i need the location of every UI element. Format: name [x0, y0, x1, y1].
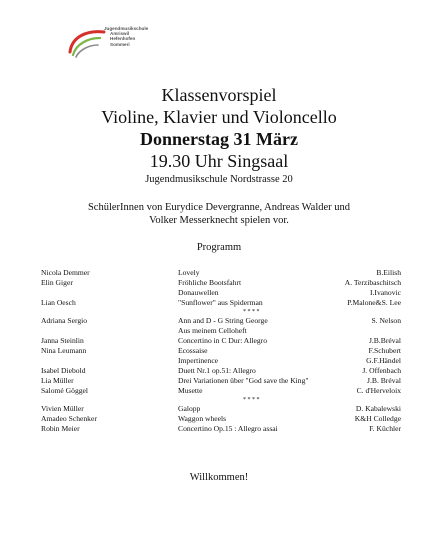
- composer-name: S. Nelson: [371, 316, 401, 325]
- program-row: [41, 424, 401, 434]
- composer-name: J.B.Bréval: [368, 336, 401, 345]
- event-date: Donnerstag 31 März: [140, 129, 298, 149]
- program-row: [41, 356, 401, 366]
- composer-name: D. Kabalewski: [355, 404, 401, 413]
- program-row: [41, 404, 401, 414]
- composer-name: J.B. Bréval: [367, 376, 401, 385]
- logo-text: [104, 26, 148, 47]
- composer-name: P.Malone&S. Lee: [347, 298, 401, 307]
- performer-name: Nina Leumann: [41, 346, 87, 355]
- composer-name: F.Schubert: [368, 346, 401, 355]
- composer-name: K&H Colledge: [354, 414, 401, 423]
- composer-name: C. d'Herveloix: [356, 386, 401, 395]
- performer-name: Isabel Diebold: [41, 366, 86, 375]
- page-title: Klassenvorspiel: [161, 85, 277, 105]
- performer-name: Lian Oesch: [41, 298, 76, 307]
- piece-title: Fröhliche Bootsfahrt: [178, 278, 242, 287]
- program-row: [41, 336, 401, 346]
- performer-name: Salomé Göggel: [41, 386, 89, 395]
- program-separator: [41, 396, 401, 404]
- piece-title: Drei Variationen über "God save the King": [178, 376, 309, 385]
- program-row: [41, 376, 401, 386]
- piece-title: Impertinence: [178, 356, 219, 365]
- composer-name: B.Eilish: [376, 268, 401, 277]
- intro-line-2: Volker Messerknecht spielen vor.: [149, 215, 289, 226]
- performer-name: Amadeo Schenker: [41, 414, 97, 423]
- program-row: [41, 414, 401, 424]
- composer-name: J. Offenbach: [362, 366, 401, 375]
- composer-name: A. Terzibaschitsch: [344, 278, 401, 287]
- program-heading: Programm: [196, 242, 242, 253]
- composer-name: G.F.Händel: [366, 356, 401, 365]
- separator-stars: * * * *: [243, 309, 260, 315]
- logo-line: Amriswil: [110, 31, 130, 37]
- event-address: Jugendmusikschule Nordstrasse 20: [145, 174, 293, 185]
- program-row: [41, 366, 401, 376]
- performer-name: Adriana Sergio: [41, 316, 88, 325]
- piece-title: Galopp: [178, 404, 201, 413]
- piece-title: Donauwellen: [178, 288, 219, 297]
- composer-name: I.Ivanovic: [370, 288, 401, 297]
- performer-name: Elin Giger: [41, 278, 73, 287]
- performer-name: Nicola Demmer: [41, 268, 90, 277]
- program-row: [41, 268, 401, 278]
- event-time-place: 19.30 Uhr Singsaal: [149, 151, 289, 171]
- program-row: [41, 316, 401, 326]
- piece-title: Ecossaise: [178, 346, 208, 355]
- piece-title: Concertino in C Dur: Allegro: [178, 336, 268, 345]
- program-row: [41, 288, 401, 298]
- performer-name: Robin Meier: [41, 424, 80, 433]
- logo-line: Hefenhofen: [110, 36, 136, 42]
- piece-title: Musette: [178, 386, 203, 395]
- program-row: [41, 326, 401, 336]
- performer-name: Vivien Müller: [41, 404, 84, 413]
- program-row: [41, 346, 401, 356]
- program-row: [41, 278, 401, 288]
- piece-title: Lovely: [178, 268, 200, 277]
- performer-name: Lia Müller: [41, 376, 74, 385]
- intro-line-1: SchülerInnen von Eurydice Devergranne, Andreas Walder und: [87, 202, 351, 213]
- program-list: [41, 268, 401, 434]
- program-row: [41, 298, 401, 308]
- piece-title: Duett Nr.1 op.51: Allegro: [178, 366, 256, 375]
- piece-title: Concertino Op.15 : Allegro assai: [178, 424, 278, 433]
- separator-stars: * * * *: [243, 397, 260, 403]
- piece-title: Ann and D - G String George: [178, 316, 268, 325]
- logo-line: Sommeri: [110, 41, 130, 47]
- performer-name: Janna Steinlin: [41, 336, 84, 345]
- piece-title: Waggon wheels: [178, 414, 227, 423]
- piece-title: Aus meinem Celloheft: [178, 326, 247, 335]
- program-separator: [41, 308, 401, 316]
- logo-line: Jugendmusikschule: [104, 26, 149, 31]
- program-row: [41, 386, 401, 396]
- page-subtitle: Violine, Klavier und Violoncello: [101, 107, 337, 127]
- closing-text: Willkommen!: [189, 472, 249, 483]
- composer-name: F. Küchler: [369, 424, 401, 433]
- piece-title: "Sunflower" aus Spiderman: [178, 298, 263, 307]
